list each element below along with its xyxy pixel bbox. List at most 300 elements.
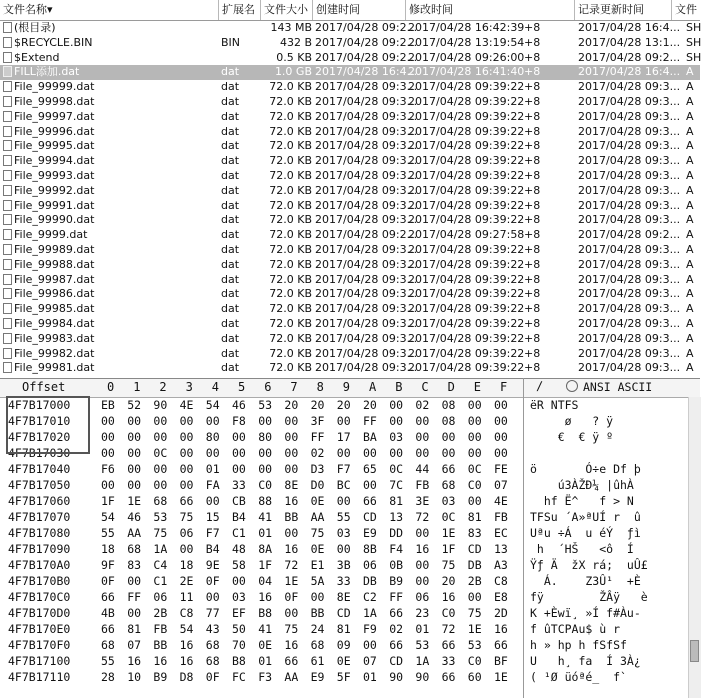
hex-byte[interactable]: 53	[153, 510, 168, 524]
hex-byte[interactable]: 00	[363, 638, 377, 652]
column-header-modified[interactable]: 修改时间	[406, 0, 575, 20]
hex-byte[interactable]: 16	[153, 654, 168, 668]
hex-byte[interactable]: 00	[494, 398, 508, 412]
hex-byte[interactable]: 00	[258, 462, 273, 476]
hex-byte[interactable]: D8	[179, 670, 194, 684]
hex-byte[interactable]: 2D	[494, 606, 508, 620]
hex-byte[interactable]: 00	[153, 414, 168, 428]
hex-byte[interactable]: CD	[363, 510, 377, 524]
hex-byte[interactable]: 23	[415, 606, 430, 620]
hex-byte[interactable]: 81	[467, 510, 482, 524]
encoding-label[interactable]: ANSI ASCII	[583, 380, 653, 394]
hex-byte[interactable]: 01	[415, 622, 430, 636]
hex-byte[interactable]: 33	[336, 574, 351, 588]
hex-byte[interactable]: 54	[101, 510, 115, 524]
hex-byte[interactable]: 18	[101, 542, 115, 556]
hex-byte[interactable]: 03	[336, 526, 351, 540]
hex-byte[interactable]: 7C	[389, 478, 404, 492]
file-list-row[interactable]	[0, 347, 700, 362]
hex-byte[interactable]: 00	[310, 590, 325, 604]
hex-byte[interactable]: 00	[415, 414, 430, 428]
hex-byte[interactable]: B8	[258, 606, 273, 620]
hex-byte[interactable]: 9F	[101, 558, 115, 572]
hex-byte[interactable]: 00	[389, 414, 404, 428]
hex-byte[interactable]: 20	[284, 398, 299, 412]
hex-byte[interactable]: C0	[467, 654, 482, 668]
hex-ascii-text[interactable]: Á. Z3Û¹ +È	[530, 574, 641, 588]
hex-byte[interactable]: 00	[127, 478, 142, 492]
file-list-row[interactable]	[0, 65, 700, 80]
hex-byte[interactable]: 0E	[258, 638, 273, 652]
hex-byte[interactable]: 24	[310, 622, 325, 636]
hex-ascii-text[interactable]: ø ? ÿ	[530, 414, 614, 428]
hex-byte[interactable]: 66	[441, 638, 456, 652]
hex-byte[interactable]: 08	[441, 414, 456, 428]
hex-byte[interactable]: 80	[258, 430, 273, 444]
hex-byte[interactable]: 15	[205, 510, 220, 524]
hex-byte[interactable]: 00	[127, 606, 142, 620]
hex-ascii-text[interactable]: TFSu ´A»ªUÍ r û	[530, 510, 641, 524]
hex-byte[interactable]: EB	[101, 398, 115, 412]
hex-byte[interactable]: EF	[232, 606, 246, 620]
hex-byte[interactable]: F3	[258, 670, 273, 684]
hex-byte[interactable]: 54	[205, 398, 220, 412]
hex-byte[interactable]: 16	[127, 654, 142, 668]
hex-byte[interactable]: 0C	[153, 446, 168, 460]
hex-byte[interactable]: 75	[310, 526, 325, 540]
hex-byte[interactable]: C8	[494, 574, 508, 588]
hex-byte[interactable]: 00	[179, 446, 194, 460]
hex-byte[interactable]: 66	[101, 590, 115, 604]
file-list-row[interactable]	[0, 51, 700, 66]
hex-ascii-text[interactable]: h » hp h fSfSf	[530, 638, 627, 652]
hex-byte[interactable]: D0	[310, 478, 325, 492]
hex-byte[interactable]: 00	[415, 558, 430, 572]
hex-byte[interactable]: 0F	[101, 574, 115, 588]
hex-byte[interactable]: 00	[179, 478, 194, 492]
hex-byte[interactable]: 61	[310, 654, 325, 668]
column-header-name[interactable]: 文件名称▾	[0, 0, 219, 20]
hex-byte[interactable]: 58	[232, 558, 246, 572]
file-list-row[interactable]	[0, 125, 700, 140]
hex-byte[interactable]: E1	[310, 558, 325, 572]
hex-byte[interactable]: 00	[258, 446, 273, 460]
hex-byte[interactable]: F7	[336, 462, 351, 476]
hex-byte[interactable]: 2E	[179, 574, 194, 588]
hex-byte[interactable]: 16	[415, 542, 430, 556]
hex-byte[interactable]: 01	[258, 654, 273, 668]
column-header-created[interactable]: 创建时间	[313, 0, 406, 20]
file-list-row[interactable]	[0, 95, 700, 110]
hex-byte[interactable]: E8	[494, 590, 508, 604]
hex-byte[interactable]: B4	[232, 510, 246, 524]
hex-byte[interactable]: 5A	[310, 574, 325, 588]
hex-byte[interactable]: 88	[258, 494, 273, 508]
hex-byte[interactable]: 00	[467, 494, 482, 508]
hex-byte[interactable]: 68	[153, 494, 168, 508]
hex-byte[interactable]: BC	[336, 478, 351, 492]
hex-byte[interactable]: BB	[284, 510, 299, 524]
hex-byte[interactable]: 75	[153, 526, 168, 540]
hex-byte[interactable]: 83	[127, 558, 142, 572]
hex-byte[interactable]: AA	[127, 526, 142, 540]
hex-byte[interactable]: 66	[363, 494, 377, 508]
hex-byte[interactable]: 4B	[101, 606, 115, 620]
hex-byte[interactable]: 50	[232, 622, 246, 636]
hex-ascii-text[interactable]: hf Ë^ f > N	[530, 494, 634, 508]
hex-byte[interactable]: 33	[441, 654, 456, 668]
hex-byte[interactable]: B8	[232, 654, 246, 668]
hex-byte[interactable]: 75	[441, 558, 456, 572]
file-list-row[interactable]	[0, 80, 700, 95]
hex-byte[interactable]: C8	[179, 606, 194, 620]
hex-byte[interactable]: 00	[258, 414, 273, 428]
hex-byte[interactable]: 00	[284, 462, 299, 476]
hex-byte[interactable]: 00	[336, 414, 351, 428]
column-header-size[interactable]: 文件大小	[261, 0, 313, 20]
hex-byte[interactable]: 16	[258, 590, 273, 604]
hex-byte[interactable]: 13	[389, 510, 404, 524]
hex-byte[interactable]: 54	[179, 622, 194, 636]
file-list-row[interactable]	[0, 273, 700, 288]
hex-byte[interactable]: F6	[101, 462, 115, 476]
hex-byte[interactable]: 43	[205, 622, 220, 636]
hex-byte[interactable]: 72	[441, 622, 456, 636]
hex-byte[interactable]: 00	[205, 494, 220, 508]
hex-byte[interactable]: F4	[389, 542, 404, 556]
hex-byte[interactable]: 68	[310, 638, 325, 652]
file-list-row[interactable]	[0, 317, 700, 332]
hex-byte[interactable]: 13	[494, 542, 508, 556]
hex-byte[interactable]: 03	[232, 590, 246, 604]
hex-byte[interactable]: 03	[389, 430, 404, 444]
hex-byte[interactable]: CD	[336, 606, 351, 620]
hex-byte[interactable]: 1F	[101, 494, 115, 508]
hex-byte[interactable]: 46	[232, 398, 246, 412]
hex-byte[interactable]: 00	[153, 478, 168, 492]
hex-byte[interactable]: FF	[127, 590, 142, 604]
hex-byte[interactable]: E9	[310, 670, 325, 684]
hex-ascii-text[interactable]: ëR NTFS	[530, 398, 579, 412]
hex-byte[interactable]: 9E	[205, 558, 220, 572]
hex-byte[interactable]: 00	[494, 446, 508, 460]
hex-byte[interactable]: 53	[467, 638, 482, 652]
hex-byte[interactable]: FB	[415, 478, 430, 492]
hex-byte[interactable]: 00	[415, 446, 430, 460]
hex-byte[interactable]: 1E	[441, 526, 456, 540]
file-list-row[interactable]	[0, 228, 700, 243]
hex-byte[interactable]: 00	[127, 414, 142, 428]
hex-byte[interactable]: AA	[310, 510, 325, 524]
file-list-row[interactable]	[0, 184, 700, 199]
hex-byte[interactable]: 18	[179, 558, 194, 572]
hex-byte[interactable]: 68	[101, 638, 115, 652]
hex-byte[interactable]: 66	[494, 638, 508, 652]
hex-byte[interactable]: 00	[101, 478, 115, 492]
hex-byte[interactable]: 55	[336, 510, 351, 524]
hex-byte[interactable]: 00	[284, 414, 299, 428]
hex-byte[interactable]: 00	[389, 398, 404, 412]
hex-byte[interactable]: 8E	[336, 590, 351, 604]
hex-byte[interactable]: 00	[336, 446, 351, 460]
hex-byte[interactable]: 66	[441, 462, 456, 476]
hex-ascii-text[interactable]: ( ¹Ø üóªé_ f`	[530, 670, 627, 684]
hex-byte[interactable]: 66	[284, 654, 299, 668]
hex-byte[interactable]: 0B	[389, 558, 404, 572]
hex-byte[interactable]: 00	[127, 446, 142, 460]
hex-byte[interactable]: 00	[101, 446, 115, 460]
hex-byte[interactable]: 00	[494, 430, 508, 444]
hex-byte[interactable]: 66	[179, 494, 194, 508]
hex-scrollbar-thumb[interactable]	[690, 640, 699, 662]
hex-byte[interactable]: 0F	[205, 670, 220, 684]
column-header-attributes[interactable]: 文件	[675, 3, 697, 16]
hex-byte[interactable]: FA	[205, 478, 220, 492]
hex-byte[interactable]: 02	[310, 446, 325, 460]
hex-byte[interactable]: 75	[467, 606, 482, 620]
hex-byte[interactable]: 00	[284, 430, 299, 444]
hex-byte[interactable]: 00	[467, 430, 482, 444]
hex-byte[interactable]: 00	[467, 590, 482, 604]
hex-byte[interactable]: 00	[284, 446, 299, 460]
hex-byte[interactable]: 81	[127, 622, 142, 636]
hex-ascii-text[interactable]: Uªu ÷Á u éÝ ƒì	[530, 526, 641, 540]
hex-byte[interactable]: 00	[179, 430, 194, 444]
hex-byte[interactable]: 41	[258, 510, 273, 524]
hex-byte[interactable]: 1E	[467, 622, 482, 636]
hex-byte[interactable]: 3E	[415, 494, 430, 508]
hex-byte[interactable]: 66	[389, 606, 404, 620]
hex-byte[interactable]: C0	[258, 478, 273, 492]
hex-byte[interactable]: 00	[363, 478, 377, 492]
hex-byte[interactable]: 17	[336, 430, 351, 444]
hex-byte[interactable]: C1	[153, 574, 168, 588]
hex-byte[interactable]: 55	[101, 526, 115, 540]
hex-ascii-text[interactable]: ú3ÀŽÐ¼ |ûhÀ	[530, 478, 634, 492]
hex-byte[interactable]: BB	[310, 606, 325, 620]
hex-byte[interactable]: FF	[310, 430, 325, 444]
hex-byte[interactable]: A3	[494, 558, 508, 572]
file-list-row[interactable]	[0, 258, 700, 273]
file-list-row[interactable]	[0, 110, 700, 125]
hex-byte[interactable]: 8A	[258, 542, 273, 556]
file-list-row[interactable]	[0, 169, 700, 184]
file-list-row[interactable]	[0, 361, 700, 376]
hex-byte[interactable]: 77	[205, 606, 220, 620]
hex-byte[interactable]: 00	[467, 446, 482, 460]
hex-byte[interactable]: 20	[336, 398, 351, 412]
hex-byte[interactable]: 00	[467, 414, 482, 428]
hex-byte[interactable]: 01	[258, 526, 273, 540]
hex-byte[interactable]: 00	[441, 446, 456, 460]
hex-byte[interactable]: 16	[284, 638, 299, 652]
hex-byte[interactable]: 0C	[441, 510, 456, 524]
hex-byte[interactable]: C2	[363, 590, 377, 604]
hex-byte[interactable]: 1E	[494, 670, 508, 684]
hex-byte[interactable]: 00	[127, 574, 142, 588]
hex-byte[interactable]: 04	[258, 574, 273, 588]
hex-byte[interactable]: B4	[205, 542, 220, 556]
hex-byte[interactable]: 06	[363, 558, 377, 572]
column-header-record-updated[interactable]: 记录更新时间	[575, 0, 672, 20]
hex-byte[interactable]: 00	[179, 542, 194, 556]
file-list-row[interactable]	[0, 199, 700, 214]
hex-byte[interactable]: 2B	[153, 606, 168, 620]
hex-byte[interactable]: C0	[441, 606, 456, 620]
hex-byte[interactable]: 00	[232, 462, 246, 476]
hex-byte[interactable]: DD	[389, 526, 404, 540]
hex-byte[interactable]: CB	[232, 494, 246, 508]
hex-byte[interactable]: 41	[258, 622, 273, 636]
hex-byte[interactable]: 1A	[153, 542, 168, 556]
hex-byte[interactable]: 01	[205, 462, 220, 476]
hex-byte[interactable]: 16	[179, 638, 194, 652]
hex-byte[interactable]: 90	[153, 398, 168, 412]
hex-byte[interactable]: 5F	[336, 670, 351, 684]
file-list-row[interactable]	[0, 302, 700, 317]
hex-byte[interactable]: 00	[179, 414, 194, 428]
hex-byte[interactable]: 00	[415, 430, 430, 444]
hex-byte[interactable]: C0	[467, 478, 482, 492]
file-list-row[interactable]	[0, 332, 700, 347]
hex-byte[interactable]: 8E	[284, 478, 299, 492]
hex-byte[interactable]: 53	[415, 638, 430, 652]
hex-byte[interactable]: D3	[310, 462, 325, 476]
file-list-row[interactable]	[0, 154, 700, 169]
hex-byte[interactable]: 90	[415, 670, 430, 684]
hex-byte[interactable]: 00	[415, 574, 430, 588]
hex-byte[interactable]: 00	[336, 542, 351, 556]
hex-byte[interactable]: 81	[389, 494, 404, 508]
hex-byte[interactable]: 00	[179, 462, 194, 476]
hex-byte[interactable]: 00	[153, 430, 168, 444]
hex-byte[interactable]: 11	[179, 590, 194, 604]
hex-byte[interactable]: 55	[101, 654, 115, 668]
hex-byte[interactable]: 16	[441, 590, 456, 604]
hex-byte[interactable]: BF	[494, 654, 508, 668]
hex-byte[interactable]: EC	[494, 526, 508, 540]
hex-ascii-text[interactable]: € € ÿ º	[530, 430, 614, 444]
file-list-row[interactable]	[0, 139, 700, 154]
hex-byte[interactable]: 75	[284, 622, 299, 636]
hex-byte[interactable]: BB	[153, 638, 168, 652]
hex-byte[interactable]: 1E	[127, 494, 142, 508]
hex-byte[interactable]: 01	[363, 670, 377, 684]
hex-byte[interactable]: C4	[153, 558, 168, 572]
hex-byte[interactable]: 00	[127, 462, 142, 476]
hex-byte[interactable]: 65	[363, 462, 377, 476]
hex-byte[interactable]: CD	[389, 654, 404, 668]
hex-byte[interactable]: 4E	[494, 494, 508, 508]
hex-byte[interactable]: 20	[310, 398, 325, 412]
hex-byte[interactable]: 0C	[389, 462, 404, 476]
hex-byte[interactable]: 3B	[336, 558, 351, 572]
hex-byte[interactable]: 72	[415, 510, 430, 524]
hex-byte[interactable]: FF	[389, 590, 404, 604]
hex-byte[interactable]: 66	[441, 670, 456, 684]
hex-byte[interactable]: 1A	[415, 654, 430, 668]
hex-byte[interactable]: 53	[258, 398, 273, 412]
hex-byte[interactable]: 16	[284, 542, 299, 556]
hex-byte[interactable]: AA	[284, 670, 299, 684]
hex-byte[interactable]: 2B	[467, 574, 482, 588]
hex-byte[interactable]: 60	[467, 670, 482, 684]
hex-byte[interactable]: 07	[127, 638, 142, 652]
hex-byte[interactable]: 52	[127, 398, 142, 412]
hex-byte[interactable]: 07	[363, 654, 377, 668]
hex-byte[interactable]: 00	[494, 414, 508, 428]
hex-byte[interactable]: 33	[232, 478, 246, 492]
hex-byte[interactable]: 09	[336, 638, 351, 652]
hex-byte[interactable]: 00	[415, 526, 430, 540]
hex-byte[interactable]: 48	[232, 542, 246, 556]
hex-byte[interactable]: FB	[494, 510, 508, 524]
hex-byte[interactable]: 80	[205, 430, 220, 444]
hex-byte[interactable]: 0E	[310, 542, 325, 556]
hex-byte[interactable]: 02	[415, 398, 430, 412]
file-list-row[interactable]	[0, 243, 700, 258]
hex-byte[interactable]: 81	[336, 622, 351, 636]
hex-byte[interactable]: 1E	[284, 574, 299, 588]
hex-byte[interactable]: 4E	[179, 398, 194, 412]
hex-byte[interactable]: E9	[363, 526, 377, 540]
hex-byte[interactable]: 00	[284, 606, 299, 620]
column-header-ext[interactable]: 扩展名	[219, 0, 261, 20]
hex-byte[interactable]: 70	[232, 638, 246, 652]
hex-byte[interactable]: CD	[467, 542, 482, 556]
hex-byte[interactable]: 1A	[363, 606, 377, 620]
hex-byte[interactable]: 08	[441, 398, 456, 412]
hex-byte[interactable]: 20	[363, 398, 377, 412]
hex-byte[interactable]: 66	[389, 638, 404, 652]
hex-byte[interactable]: FB	[153, 622, 168, 636]
hex-byte[interactable]: DB	[363, 574, 377, 588]
hex-byte[interactable]: B9	[153, 670, 168, 684]
hex-byte[interactable]: 90	[389, 670, 404, 684]
hex-byte[interactable]: 00	[441, 430, 456, 444]
hex-ascii-text[interactable]: ö Ó÷e Df þ	[530, 462, 641, 476]
hex-ascii-text[interactable]: K +Èwï¸ »Í f#Àu-	[530, 606, 641, 620]
hex-byte[interactable]: 00	[101, 430, 115, 444]
hex-byte[interactable]: BA	[363, 430, 377, 444]
hex-byte[interactable]: 44	[415, 462, 430, 476]
file-list-row[interactable]	[0, 36, 700, 51]
hex-byte[interactable]: 66	[101, 622, 115, 636]
hex-byte[interactable]: F8	[232, 414, 246, 428]
hex-byte[interactable]: 00	[389, 446, 404, 460]
hex-byte[interactable]: 00	[232, 430, 246, 444]
hex-byte[interactable]: F7	[205, 526, 220, 540]
hex-byte[interactable]: 00	[127, 430, 142, 444]
hex-byte[interactable]: 75	[179, 510, 194, 524]
hex-byte[interactable]: 16	[284, 494, 299, 508]
hex-byte[interactable]: 28	[101, 670, 115, 684]
hex-byte[interactable]: 0C	[467, 462, 482, 476]
hex-byte[interactable]: 00	[284, 526, 299, 540]
hex-byte[interactable]: 00	[153, 462, 168, 476]
hex-byte[interactable]: 06	[415, 590, 430, 604]
hex-byte[interactable]: 00	[467, 398, 482, 412]
hex-byte[interactable]: 03	[441, 494, 456, 508]
hex-byte[interactable]: 83	[467, 526, 482, 540]
hex-byte[interactable]: 00	[205, 446, 220, 460]
hex-byte[interactable]: FE	[494, 462, 508, 476]
hex-byte[interactable]: 06	[179, 526, 194, 540]
hex-byte[interactable]: 1F	[258, 558, 273, 572]
hex-byte[interactable]: 0F	[205, 574, 220, 588]
hex-ascii-text[interactable]: h ´HŠ <ô Í	[530, 542, 634, 556]
hex-byte[interactable]: 00	[232, 574, 246, 588]
